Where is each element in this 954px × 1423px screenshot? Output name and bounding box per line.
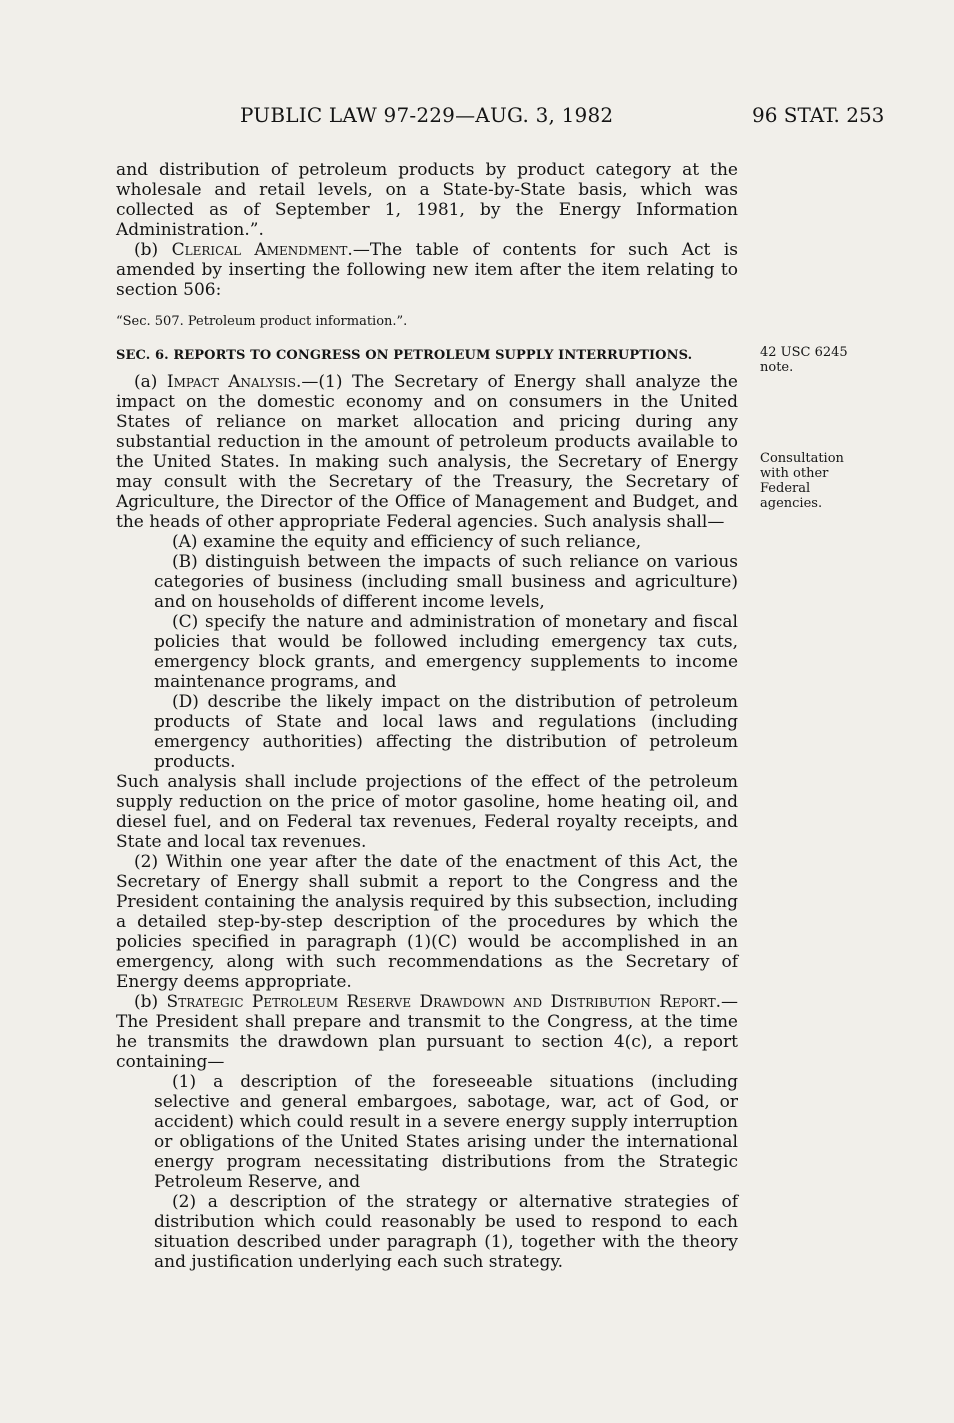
- margin-note-usc: 42 USC 6245 note.: [760, 345, 848, 375]
- list-item-D: (D) describe the likely impact on the distribution of petroleum products of State and local laws and regulations (including emergency authorities) affecting the distribution of petroleum products.: [154, 692, 738, 772]
- subsection-text: —The table of contents for such Act is amended by inserting the following new item after the item relating to section 506:: [116, 240, 738, 300]
- list-item-2: (2) a description of the strategy or alternative strategies of distribution which could reasonably be used to respond to each situation described under paragraph (1), together with the theory and justification underlying each such strategy.: [154, 1192, 738, 1272]
- list-item-B: (B) distinguish between the impacts of such reliance on various categories of business (including small business and agriculture) and on households of different income levels,: [154, 552, 738, 612]
- list-item-C: (C) specify the nature and administration of monetary and fiscal policies that would be followed including emergency tax cuts, emergency block grants, and emergency supplements to income maintenance programs, and: [154, 612, 738, 692]
- paragraph-2: (2) Within one year after the date of the enactment of this Act, the Secretary of Energy shall submit a report to the Congress and the President containing the analysis required by this subsection, including a detailed step-by-step description of the procedures by which the policies specified in paragraph (1)(C) would be accomplished in an emergency, along with such recommendations as the Secretary of Energy deems appropriate.: [116, 852, 738, 992]
- paragraph-continuation: and distribution of petroleum products by product category at the wholesale and retail levels, on a State-by-State basis, which was collected as of September 1, 1981, by the Energy Information Administration.”.: [116, 160, 738, 240]
- subsection-label: (b): [134, 992, 167, 1012]
- list-item-A: (A) examine the equity and efficiency of such reliance,: [172, 532, 642, 552]
- section-heading: SEC. 6. REPORTS TO CONGRESS ON PETROLEUM SUPPLY INTERRUPTIONS.: [116, 348, 693, 363]
- list-item-1: (1) a description of the foreseeable situations (including selective and general embargoes, sabotage, war, act of God, or accident) which could result in a severe energy supply interruption or obligations of the United States arising under the international energy program necessitating distributions from the Strategic Petroleum Reserve, and: [154, 1072, 738, 1192]
- statute-page-number: 96 STAT. 253: [752, 103, 885, 127]
- paragraph-drawdown-report: [116, 992, 738, 1072]
- subsection-heading: Clerical Amendment.: [171, 240, 353, 260]
- toc-item: “Sec. 507. Petroleum product information.”.: [116, 314, 408, 329]
- subsection-heading: Strategic Petroleum Reserve Drawdown and Distribution Report.: [166, 992, 721, 1012]
- body-text: [116, 160, 738, 1272]
- paragraph-impact-analysis: [116, 372, 738, 532]
- paragraph-projections: Such analysis shall include projections of the effect of the petroleum supply reduction on the price of motor gasoline, home heating oil, and diesel fuel, and on Federal tax revenues, Federal royalty receipts, and State and local tax revenues.: [116, 772, 738, 852]
- subsection-text: —(1) The Secretary of Energy shall analyze the impact on the domestic economy and on consumers in the United States of reliance on market allocation and pricing during any substantial reduction in the amount of petroleum products available to the United States. In making such analysis, the Secretary of Energy may consult with the Secretary of the Treasury, the Secretary of Agriculture, the Director of the Office of Management and Budget, and the heads of other appropriate Federal agencies. Such analysis shall—: [116, 372, 738, 532]
- subsection-label: (a): [134, 372, 167, 392]
- paragraph-clerical-amendment: [116, 240, 738, 300]
- subsection-heading: Impact Analysis.: [166, 372, 302, 392]
- subsection-text: —The President shall prepare and transmit to the Congress, at the time he transmits the drawdown plan pursuant to section 4(c), a report containing—: [116, 992, 738, 1072]
- running-header: PUBLIC LAW 97-229—AUG. 3, 1982: [240, 103, 614, 127]
- margin-note-consultation: Consultation with other Federal agencies.: [760, 451, 844, 511]
- subsection-label: (b): [134, 240, 172, 260]
